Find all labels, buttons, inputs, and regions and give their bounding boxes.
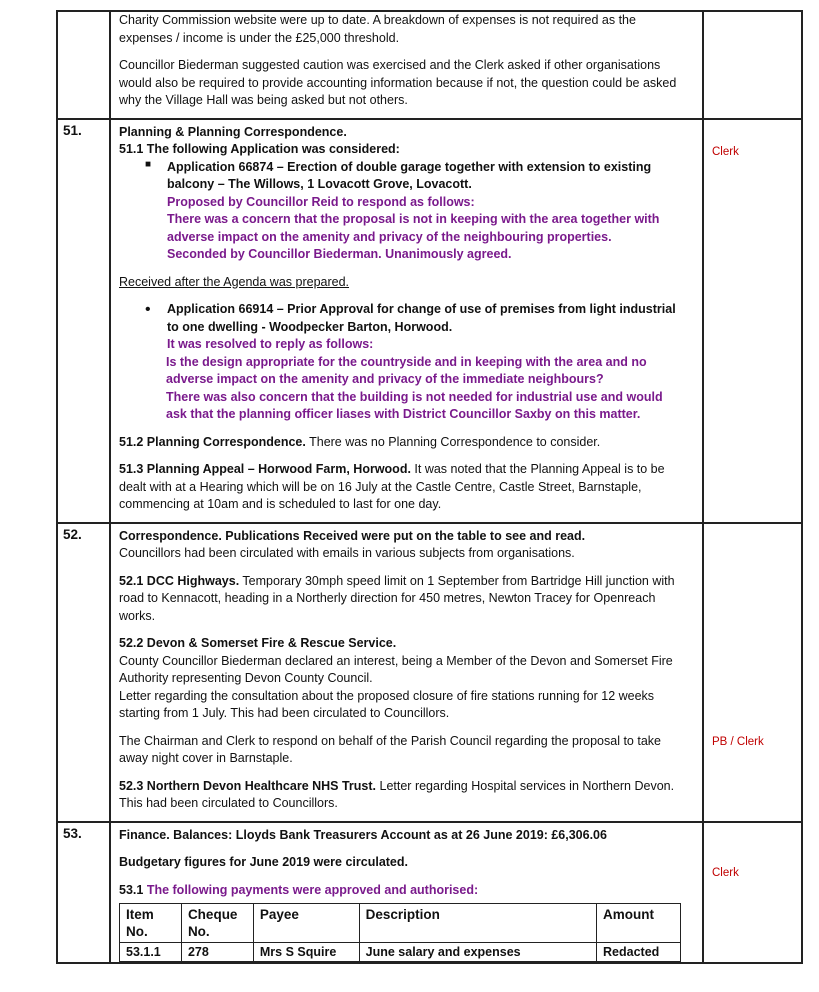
text-line: away night cover in Barnstaple. <box>119 751 293 765</box>
text-line: Application 66874 – Erection of double garage together with extension to existing <box>167 159 652 174</box>
text-line: would also be required to provide accounting information because if not, the question could be asked <box>119 75 677 90</box>
subsection-heading: 51.1 The following Application was considered: <box>119 142 400 156</box>
action-cell <box>703 523 802 822</box>
resolution-line: ask that the planning officer liases with District Councillor Saxby on this matter. <box>166 407 641 421</box>
subsection <box>119 461 694 479</box>
application-item <box>119 301 694 319</box>
resolution-line: Is the design appropriate for the countryside and in keeping with the area and no <box>166 354 647 369</box>
text-line: This had been circulated to Councillors. <box>119 796 338 810</box>
item-title: Correspondence. Publications Received were put on the table to see and read. <box>119 528 586 543</box>
subsection-heading: 52.3 Northern Devon Healthcare NHS Trust. <box>119 778 377 793</box>
action-cell <box>703 822 802 964</box>
item-number-cell <box>57 11 110 119</box>
text-line: works. <box>119 608 156 623</box>
text-line: starting from 1 July. This had been circulated to Councillors. <box>119 706 450 720</box>
resolution-line: Proposed by Councillor Reid to respond as follows: <box>167 194 475 209</box>
resolution-line: There was a concern that the proposal is not in keeping with the area together with <box>167 212 660 226</box>
text-line: Charity Commission website were up to date. A breakdown of expenses is not required as the <box>119 13 636 27</box>
text-line: Authority representing Devon County Council. <box>119 671 373 685</box>
subsection-heading: 51.3 Planning Appeal – Horwood Farm, Horwood. <box>119 462 411 476</box>
subsection <box>119 573 694 591</box>
item-title: Planning & Planning Correspondence. <box>119 124 347 139</box>
subsection-text: Letter regarding Hospital services in Northern Devon. <box>376 778 675 793</box>
text-line: The Chairman and Clerk to respond on behalf of the Parish Council regarding the proposal to take <box>119 733 661 748</box>
table-cell: 53.1.1 <box>120 943 182 962</box>
text-line: to one dwelling - Woodpecker Barton, Horwood. <box>167 319 453 334</box>
subsection-heading: 52.2 Devon & Somerset Fire & Rescue Service. <box>119 636 397 650</box>
subsection <box>119 778 694 796</box>
text-line: why the Village Hall was being asked but not others. <box>119 93 408 107</box>
text-line: Councillors had been circulated with emails in various subjects from organisations. <box>119 546 575 560</box>
item-number: 52. <box>57 523 110 822</box>
item-title: Finance. Balances: Lloyds Bank Treasurers Account as at 26 June 2019: £6,306.06 <box>119 827 607 842</box>
subsection <box>119 434 694 452</box>
item-body-cell <box>110 523 703 822</box>
column-header: Item No. <box>120 904 182 943</box>
item-number: 53. <box>57 822 110 964</box>
round-bullet-icon: • <box>145 301 151 318</box>
text-line: Councillor Biederman suggested caution was exercised and the Clerk asked if other organisations <box>119 58 661 72</box>
column-header: Cheque No. <box>181 904 253 943</box>
resolution-line: adverse impact on the amenity and privacy of the immediate neighbours? <box>166 372 604 386</box>
minutes-row-53 <box>57 822 802 964</box>
subsection-text: There was no Planning Correspondence to consider. <box>305 434 601 449</box>
text-line: balcony – The Willows, 1 Lovacott Grove, Lovacott. <box>167 177 472 191</box>
table-cell: Mrs S Squire <box>253 943 359 962</box>
table-cell: Redacted <box>597 943 681 962</box>
column-header: Description <box>359 904 596 943</box>
minutes-table <box>56 10 803 964</box>
resolution-line: The following payments were approved and authorised: <box>146 882 479 897</box>
item-body-cell <box>110 11 703 119</box>
item-body-cell <box>110 119 703 523</box>
minutes-row-continuation <box>57 11 802 119</box>
table-row <box>120 943 681 962</box>
action-owner: PB / Clerk <box>712 735 764 748</box>
subsection-text: It was noted that the Planning Appeal is to be <box>410 462 665 476</box>
table-cell: 278 <box>181 943 253 962</box>
resolution-line: adverse impact on the amenity and privacy of the neighbouring properties. <box>167 229 612 244</box>
text-line: road to Kennacott, heading in a Northerly direction for 450 metres, Newton Tracey for Openreach <box>119 591 656 605</box>
action-owner: Clerk <box>712 145 739 158</box>
minutes-row-51 <box>57 119 802 523</box>
text-line: commencing at 10am and is scheduled to last for one day. <box>119 497 442 511</box>
subsection-number: 53.1 <box>119 882 144 897</box>
table-cell: June salary and expenses <box>359 943 596 962</box>
text-line: Budgetary figures for June 2019 were circulated. <box>119 855 408 869</box>
text-line: County Councillor Biederman declared an interest, being a Member of the Devon and Somerset Fire <box>119 653 673 668</box>
received-note: Received after the Agenda was prepared. <box>119 274 350 289</box>
resolution-line: There was also concern that the building is not needed for industrial use and would <box>166 389 663 404</box>
minutes-row-52 <box>57 523 802 822</box>
text-line: expenses / income is under the £25,000 threshold. <box>119 30 400 45</box>
minutes-page <box>56 10 778 964</box>
subsection-heading <box>119 882 694 900</box>
text-line: Application 66914 – Prior Approval for change of use of premises from light industrial <box>167 302 676 316</box>
subsection-text: Temporary 30mph speed limit on 1 September from Bartridge Hill junction with <box>239 573 675 588</box>
resolution-line: It was resolved to reply as follows: <box>167 337 374 351</box>
item-number: 51. <box>57 119 110 523</box>
square-bullet-icon: ■ <box>145 158 152 170</box>
payments-header-row <box>120 904 681 943</box>
column-header: Payee <box>253 904 359 943</box>
item-body-cell <box>110 822 703 964</box>
subsection-heading: 51.2 Planning Correspondence. <box>119 434 306 449</box>
action-cell <box>703 119 802 523</box>
text-line: Letter regarding the consultation about the proposed closure of fire stations running for 12 weeks <box>119 688 655 703</box>
column-header: Amount <box>597 904 681 943</box>
subsection-heading: 52.1 DCC Highways. <box>119 573 240 588</box>
action-owner: Clerk <box>712 866 739 879</box>
application-item <box>119 159 694 177</box>
resolution-line: Seconded by Councillor Biederman. Unanimously agreed. <box>167 247 512 261</box>
action-cell <box>703 11 802 119</box>
payments-table <box>119 903 681 962</box>
text-line: dealt with at a Hearing which will be on 16 July at the Castle Centre, Castle Street, Barnstaple, <box>119 479 642 494</box>
